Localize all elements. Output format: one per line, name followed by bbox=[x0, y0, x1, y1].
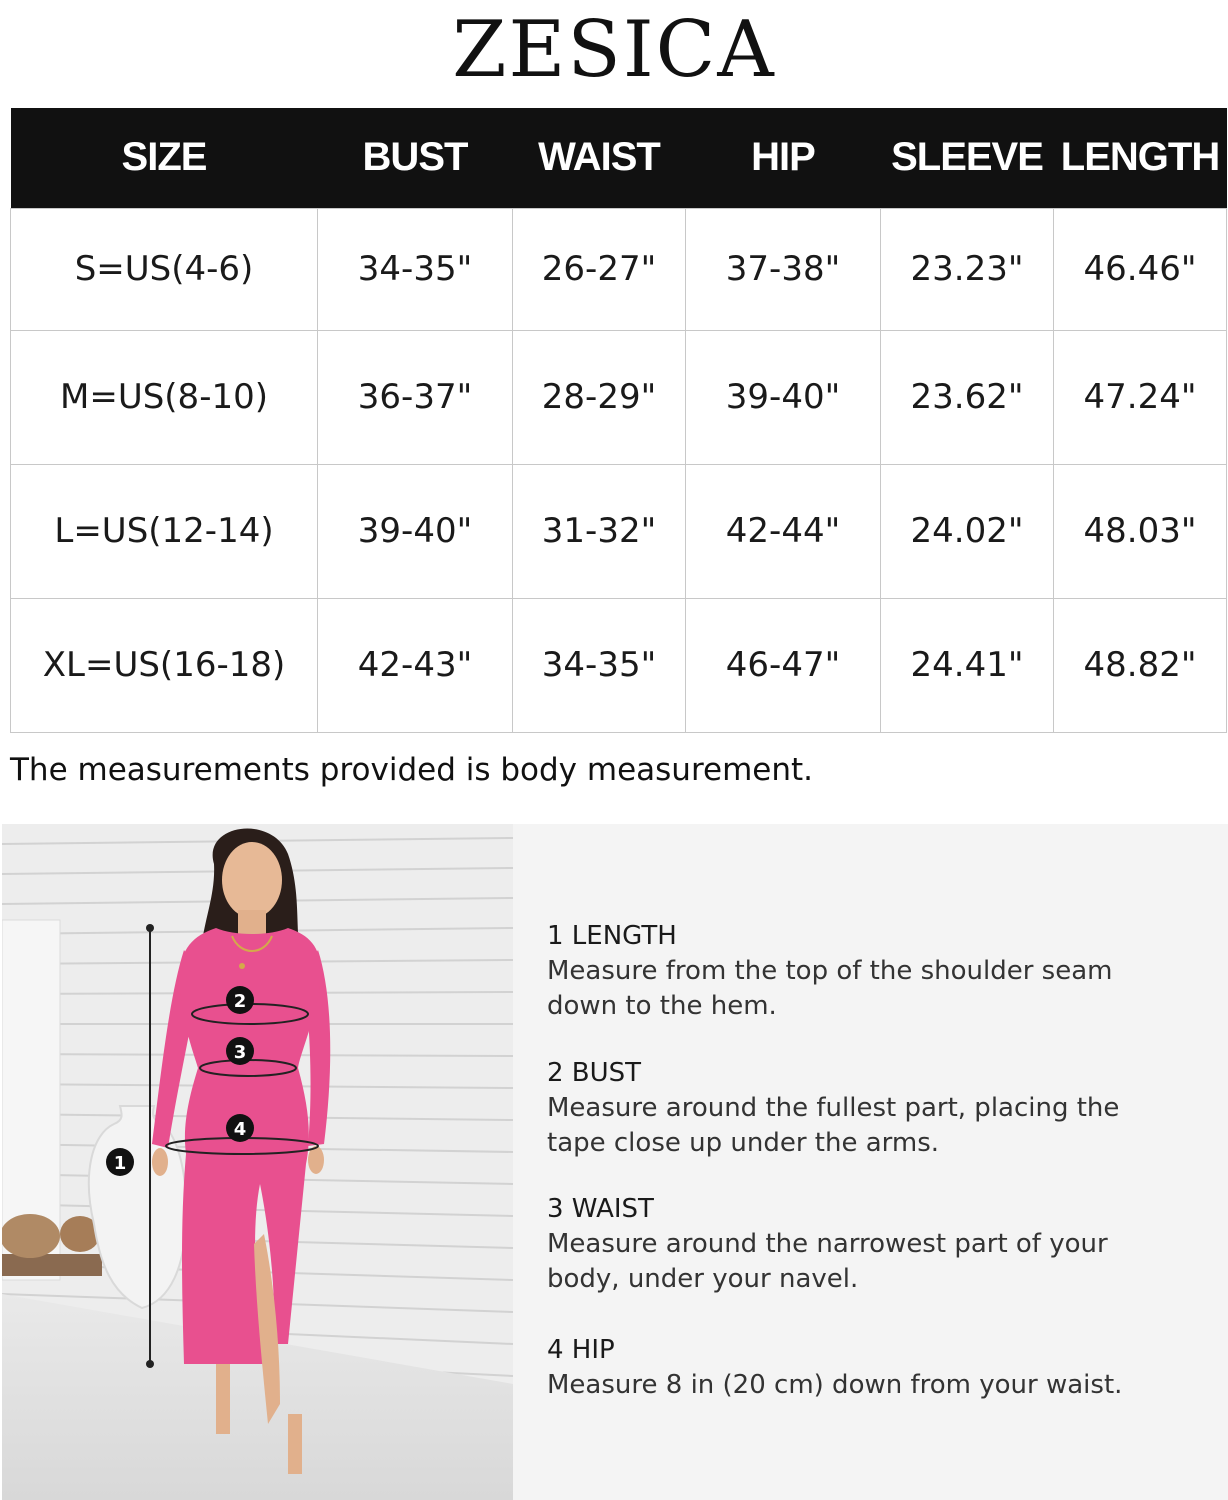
table-header-row bbox=[11, 108, 1227, 208]
cell-length: 47.24" bbox=[1054, 330, 1227, 464]
cell-bust: 34-35" bbox=[318, 208, 513, 330]
marker-3-label: 3 bbox=[233, 1042, 247, 1063]
cell-bust: 39-40" bbox=[318, 464, 513, 598]
cell-size: L=US(12-14) bbox=[11, 464, 318, 598]
guide-bust bbox=[547, 1055, 1147, 1161]
guide-waist bbox=[547, 1191, 1147, 1297]
cell-length: 46.46" bbox=[1054, 208, 1227, 330]
model-illustration bbox=[2, 824, 513, 1500]
cell-sleeve: 24.41" bbox=[881, 598, 1054, 732]
lower-leg-right bbox=[288, 1414, 302, 1474]
cell-length: 48.82" bbox=[1054, 598, 1227, 732]
header-bust: BUST bbox=[362, 135, 468, 180]
guide-bust-desc: Measure around the fullest part, placing the tape close up under the arms. bbox=[547, 1093, 1120, 1158]
cell-waist: 28-29" bbox=[513, 330, 686, 464]
length-line-top-dot bbox=[146, 924, 154, 932]
header-hip: HIP bbox=[751, 135, 815, 180]
guide-hip bbox=[547, 1332, 1147, 1403]
guide-length bbox=[547, 918, 1147, 1024]
cell-hip: 39-40" bbox=[686, 330, 881, 464]
cell-waist: 26-27" bbox=[513, 208, 686, 330]
guide-bust-title: 2 BUST bbox=[547, 1058, 642, 1088]
size-chart-table-wrapper bbox=[10, 108, 1226, 733]
table-row bbox=[11, 464, 1227, 598]
length-line-bottom-dot bbox=[146, 1360, 154, 1368]
table-row bbox=[11, 330, 1227, 464]
header-size: SIZE bbox=[121, 135, 207, 180]
header-waist: WAIST bbox=[538, 135, 660, 180]
measurement-guide-panel bbox=[513, 824, 1228, 1500]
marker-1-label: 1 bbox=[113, 1153, 127, 1174]
guide-length-title: 1 LENGTH bbox=[547, 921, 677, 951]
cell-sleeve: 24.02" bbox=[881, 464, 1054, 598]
cell-size: XL=US(16-18) bbox=[11, 598, 318, 732]
measurement-note: The measurements provided is body measurement. bbox=[10, 752, 814, 788]
size-chart-table bbox=[10, 108, 1227, 733]
marker-2-label: 2 bbox=[233, 991, 247, 1012]
marker-1 bbox=[106, 1148, 134, 1176]
model-photo bbox=[2, 824, 513, 1500]
guide-waist-title: 3 WAIST bbox=[547, 1194, 654, 1224]
guide-waist-desc: Measure around the narrowest part of your body, under your navel. bbox=[547, 1229, 1108, 1294]
marker-4 bbox=[226, 1114, 254, 1142]
guide-hip-title: 4 HIP bbox=[547, 1335, 615, 1365]
cell-bust: 36-37" bbox=[318, 330, 513, 464]
cell-size: M=US(8-10) bbox=[11, 330, 318, 464]
table-row bbox=[11, 208, 1227, 330]
marker-3 bbox=[226, 1037, 254, 1065]
left-hand bbox=[152, 1148, 168, 1176]
cell-waist: 31-32" bbox=[513, 464, 686, 598]
basket-left bbox=[2, 1214, 60, 1258]
guide-hip-desc: Measure 8 in (20 cm) down from your waist. bbox=[547, 1370, 1123, 1400]
cell-bust: 42-43" bbox=[318, 598, 513, 732]
table-row bbox=[11, 598, 1227, 732]
cell-size: S=US(4-6) bbox=[11, 208, 318, 330]
cell-hip: 37-38" bbox=[686, 208, 881, 330]
cell-sleeve: 23.23" bbox=[881, 208, 1054, 330]
header-length: LENGTH bbox=[1060, 135, 1220, 180]
brand-logo: ZESICA bbox=[452, 5, 776, 95]
lower-leg-left bbox=[216, 1364, 230, 1434]
cell-hip: 42-44" bbox=[686, 464, 881, 598]
cell-length: 48.03" bbox=[1054, 464, 1227, 598]
cell-sleeve: 23.62" bbox=[881, 330, 1054, 464]
cell-hip: 46-47" bbox=[686, 598, 881, 732]
bench bbox=[2, 1254, 102, 1276]
pendant bbox=[239, 963, 245, 969]
marker-2 bbox=[226, 986, 254, 1014]
face bbox=[222, 842, 282, 918]
guide-length-desc: Measure from the top of the shoulder seam down to the hem. bbox=[547, 956, 1113, 1021]
cell-waist: 34-35" bbox=[513, 598, 686, 732]
header-sleeve: SLEEVE bbox=[891, 135, 1043, 180]
marker-4-label: 4 bbox=[233, 1119, 247, 1140]
neck bbox=[238, 910, 266, 936]
